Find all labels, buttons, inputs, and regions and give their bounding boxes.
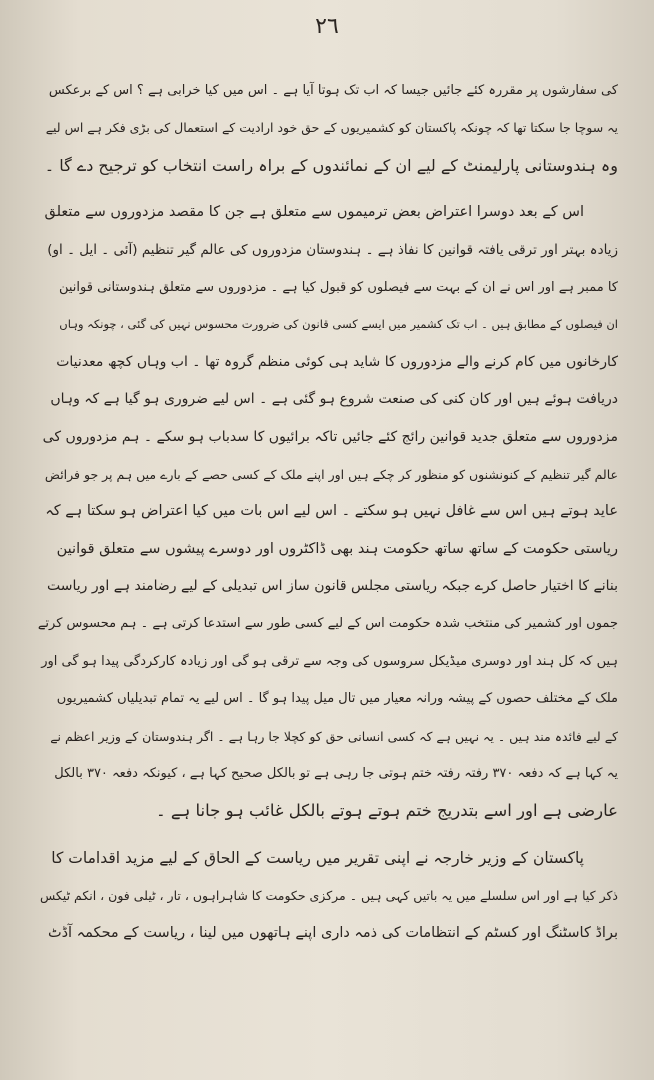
text-line: بنانے کا اختیار حاصل کرے جبکہ ریاستی مجلس قانون ساز اس تبدیلی کے لیے رضامند ہے اور ریاست xyxy=(46,578,618,595)
paragraph-1 xyxy=(38,72,618,184)
text-line: عاید ہوتے ہیں اس سے غافل نہیں ہو سکتے ۔ اس لیے اس بات میں کیا اعتراض ہو سکتا ہے کہ xyxy=(45,503,618,520)
text-line: ریاستی حکومت کے ساتھ ساتھ حکومت ہند بھی ڈاکٹروں اور دوسرے پیشوں سے متعلق قوانین xyxy=(56,540,618,557)
text-line: کے لیے فائدہ مند ہیں ۔ یہ نہیں ہے کہ کسی انسانی حق کو کچلا جا رہا ہے ۔ اگر ہندوستان کے وزیر اعظم نے xyxy=(50,728,618,744)
page-text xyxy=(38,72,618,952)
text-line: زیادہ بہتر اور ترقی یافتہ قوانین کا نفاذ ہے ۔ ہندوستان مزدوروں کی عالم گیر تنظیم (آئی ۔ ایل ۔ او) xyxy=(47,241,618,258)
text-line: یہ سوچا جا سکتا تھا کہ چونکہ پاکستان کو کشمیریوں کے حق خود ارادیت کے استعمال کی بڑی فکر ہے اس لیے xyxy=(45,120,618,136)
text-line: عالم گیر تنظیم کے کنونشنوں کو منظور کر چکے ہیں اور اپنے ملک کے کسی حصے کے بارے میں ہم پر جو فرائض xyxy=(44,466,618,482)
text-line: ذکر کیا ہے اور اس سلسلے میں یہ باتیں کہی ہیں ۔ مرکزی حکومت کا شاہراہوں ، تار ، ٹیلی فون ، انکم ٹیکس xyxy=(39,888,618,904)
text-line: ہیں کہ کل ہند اور دوسری میڈیکل سروسوں کی وجہ سے ترقی ہو گی اور زیادہ کارکردگی پیدا ہو گی اور xyxy=(41,653,618,669)
text-line: پاکستان کے وزیر خارجہ نے اپنی تقریر میں ریاست کے الحاق کے لیے مزید اقدامات کا xyxy=(51,848,584,867)
text-line: ان فیصلوں کے مطابق ہیں ۔ اب تک کشمیر میں ایسے کسی قانون کی ضرورت محسوس نہیں کی گئی ، چونکہ وہاں xyxy=(59,317,618,332)
text-line: اس کے بعد دوسرا اعتراض بعض ترمیموں سے متعلق ہے جن کا مقصد مزدوروں سے متعلق xyxy=(44,204,584,221)
text-line: کارخانوں میں کام کرنے والے مزدوروں کا شاید ہی کوئی منظم گروہ تھا ۔ اب وہاں کچھ معدنیات xyxy=(56,353,618,370)
text-line: وہ ہندوستانی پارلیمنٹ کے لیے ان کے نمائندوں کے براہ راست انتخاب کو ترجیح دے گا ۔ xyxy=(44,155,618,175)
text-line: مزدوروں سے متعلق جدید قوانین رائج کئے جائیں تاکہ برائیوں کا سدباب ہو سکے ۔ ہم مزدوروں کی xyxy=(42,428,618,445)
text-line: ملک کے مختلف حصوں کے پیشہ ورانہ معیار میں تال میل پیدا ہو گا ۔ اس لیے یہ تمام تبدیلیاں کشمیریوں xyxy=(56,691,618,707)
text-line: کا ممبر ہے اور اس نے ان کے بہت سے فیصلوں کو قبول کیا ہے ۔ مزدوروں سے متعلق ہندوستانی قوانین xyxy=(58,279,618,295)
text-line: جموں اور کشمیر کی منتخب شدہ حکومت اس کے لیے کسی طور سے استدعا کرتی ہے ۔ ہم محسوس کرتے xyxy=(38,616,618,632)
paragraph-2 xyxy=(38,194,618,830)
text-line: یہ کہا ہے کہ دفعہ ۳۷۰ رفتہ رفتہ ختم ہوتی جا رہی ہے تو بالکل صحیح کہا ہے ، کیونکہ دفعہ ۳۷۰ بالکل xyxy=(54,766,618,782)
text-line: دریافت ہوئے ہیں اور کان کنی کی صنعت شروع ہو گئی ہے ۔ اس لیے ضروری ہو گیا ہے کہ وہاں xyxy=(50,391,618,408)
page-number: ٢٦ xyxy=(315,14,339,39)
text-line: براڈ کاسٹنگ اور کسٹم کے انتظامات کی ذمہ داری اپنے ہاتھوں میں لینا ، ریاست کے محکمہ آڈٹ xyxy=(47,924,618,941)
paragraph-3 xyxy=(38,840,618,952)
text-line: عارضی ہے اور اسے بتدریج ختم ہوتے ہوتے بالکل غائب ہو جانا ہے ۔ xyxy=(156,801,618,821)
text-line: کی سفارشوں پر مقررہ کئے جائیں جیسا کہ اب تک ہوتا آیا ہے ۔ اس میں کیا خرابی ہے ؟ اس کے برعکس xyxy=(48,83,618,98)
